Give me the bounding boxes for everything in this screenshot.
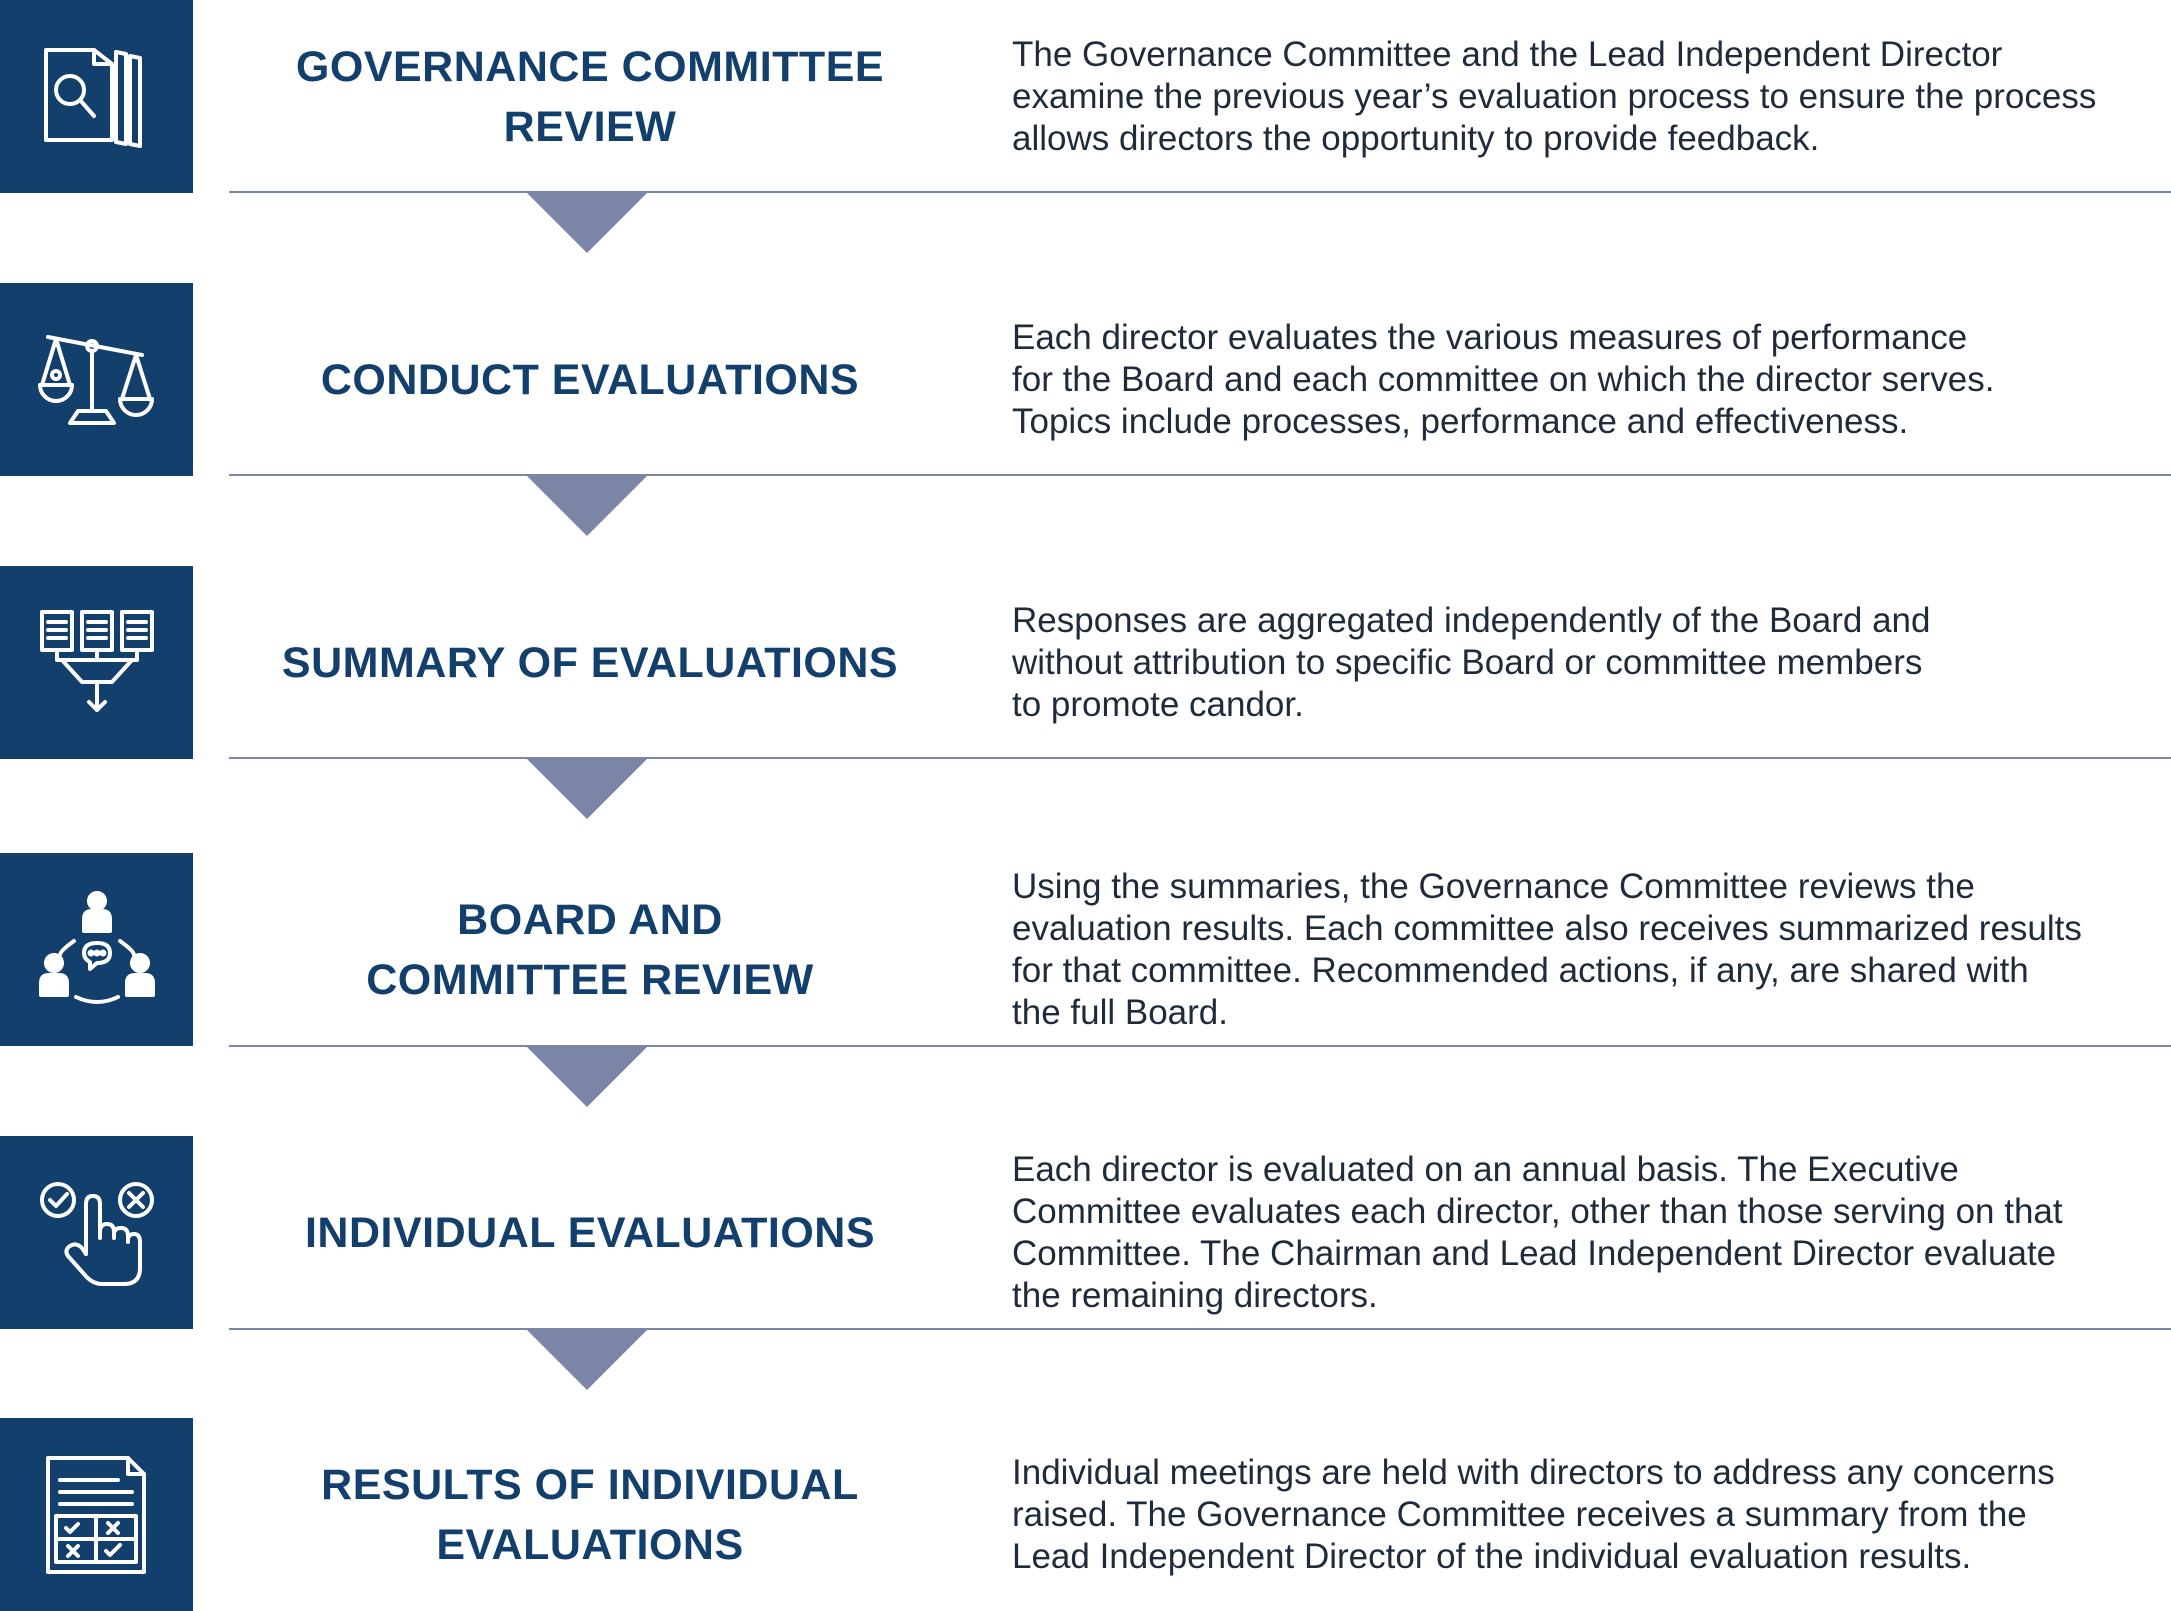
step-3-icon-box xyxy=(0,566,193,759)
step-6-title xyxy=(230,1418,950,1611)
description-line: Committee. The Chairman and Lead Independent Director evaluate xyxy=(1012,1233,2057,1273)
description-line: Individual meetings are held with directors to address any concerns xyxy=(1012,1452,2055,1492)
description-line: the full Board. xyxy=(1012,992,1228,1032)
description-line: without attribution to specific Board or committee members xyxy=(1012,642,1923,682)
step-2-title-line: CONDUCT EVALUATIONS xyxy=(320,355,860,404)
description-line: Using the summaries, the Governance Committee reviews the xyxy=(1012,866,1975,906)
flow-arrow-down-icon xyxy=(527,1330,647,1390)
description-line: Topics include processes, performance and effectiveness. xyxy=(1012,401,1909,441)
step-4-title-line: BOARD AND xyxy=(457,895,723,944)
step-1-icon-box xyxy=(0,0,193,193)
step-3-description xyxy=(1012,566,2162,759)
description-line: Responses are aggregated independently of the Board and xyxy=(1012,600,1931,640)
step-5-description xyxy=(1012,1136,2162,1329)
flow-arrow-down-icon xyxy=(527,193,647,253)
description-line: for that committee. Recommended actions, if any, are shared with xyxy=(1012,950,2029,990)
check-select-icon xyxy=(32,1168,162,1298)
divider-5 xyxy=(229,1328,2171,1330)
step-5-icon-box xyxy=(0,1136,193,1329)
group-discussion-icon xyxy=(32,885,162,1015)
step-3-title-line: SUMMARY OF EVALUATIONS xyxy=(281,638,899,687)
step-6-title-line: RESULTS OF INDIVIDUAL xyxy=(321,1460,859,1509)
step-2-description xyxy=(1012,283,2162,476)
divider-2 xyxy=(229,474,2171,476)
description-line: raised. The Governance Committee receives a summary from the xyxy=(1012,1494,2027,1534)
step-5-title-line: INDIVIDUAL EVALUATIONS xyxy=(304,1208,876,1257)
step-4-icon-box xyxy=(0,853,193,1046)
step-4-description xyxy=(1012,853,2162,1046)
step-2-title xyxy=(230,283,950,476)
description-line: for the Board and each committee on which the director serves. xyxy=(1012,359,1995,399)
divider-1 xyxy=(229,191,2171,193)
step-1-description xyxy=(1012,0,2162,193)
description-line: Each director is evaluated on an annual basis. The Executive xyxy=(1012,1149,1959,1189)
step-6-description xyxy=(1012,1418,2162,1611)
divider-4 xyxy=(229,1045,2171,1047)
description-line: Committee evaluates each director, other than those serving on that xyxy=(1012,1191,2063,1231)
step-4-title-line: COMMITTEE REVIEW xyxy=(366,955,814,1004)
results-form-icon xyxy=(32,1450,162,1580)
step-1-title-line: GOVERNANCE COMMITTEE xyxy=(295,42,885,91)
step-1-title-line: REVIEW xyxy=(503,102,677,151)
description-line: to promote candor. xyxy=(1012,684,1304,724)
step-6-icon-box xyxy=(0,1418,193,1611)
balance-scale-icon xyxy=(32,315,162,445)
description-line: allows directors the opportunity to provide feedback. xyxy=(1012,118,1820,158)
step-3-title xyxy=(230,566,950,759)
step-1-title xyxy=(230,0,950,193)
data-aggregation-icon xyxy=(32,598,162,728)
flow-arrow-down-icon xyxy=(527,1047,647,1107)
description-line: evaluation results. Each committee also receives summarized results xyxy=(1012,908,2082,948)
step-4-title xyxy=(230,853,950,1046)
step-2-icon-box xyxy=(0,283,193,476)
description-line: the remaining directors. xyxy=(1012,1275,1378,1315)
description-line: examine the previous year’s evaluation process to ensure the process xyxy=(1012,76,2097,116)
divider-3 xyxy=(229,757,2171,759)
description-line: Lead Independent Director of the individual evaluation results. xyxy=(1012,1536,1972,1576)
description-line: Each director evaluates the various measures of performance xyxy=(1012,317,1968,357)
step-6-title-line: EVALUATIONS xyxy=(436,1520,744,1569)
flow-arrow-down-icon xyxy=(527,476,647,536)
document-search-icon xyxy=(32,32,162,162)
description-line: The Governance Committee and the Lead Independent Director xyxy=(1012,34,2003,74)
flow-arrow-down-icon xyxy=(527,759,647,819)
step-5-title xyxy=(230,1136,950,1329)
